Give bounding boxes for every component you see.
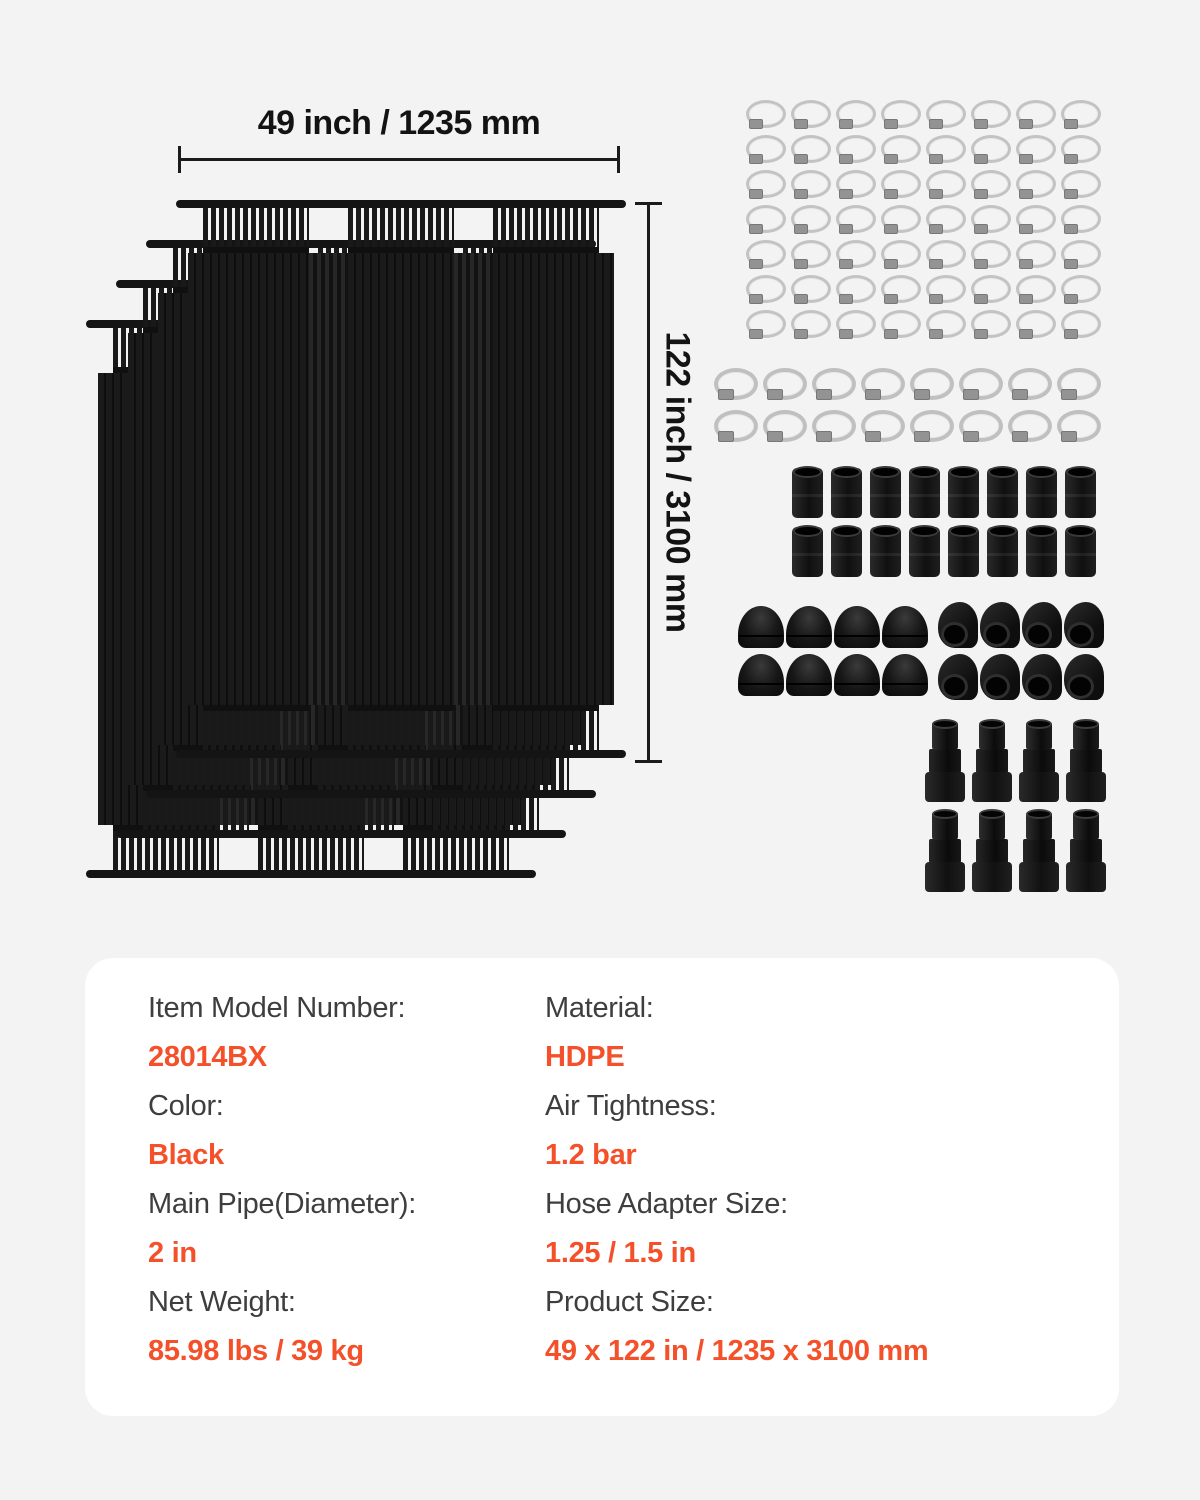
hose-clamp-small-icon bbox=[746, 240, 786, 268]
elbow-fitting-icon bbox=[1064, 602, 1104, 648]
hose-clamp-small-icon bbox=[1016, 240, 1056, 268]
panel-bottom-manifold bbox=[146, 790, 596, 798]
hose-clamp-small-icon bbox=[926, 135, 966, 163]
rubber-couplings-grid bbox=[792, 468, 1096, 577]
hose-clamp-small-icon bbox=[926, 205, 966, 233]
hose-clamp-small-icon bbox=[971, 100, 1011, 128]
width-dimension-label: 49 inch / 1235 mm bbox=[257, 104, 541, 142]
spec-card bbox=[85, 958, 1119, 1416]
hose-clamp-small-icon bbox=[791, 275, 831, 303]
elbow-fitting-icon bbox=[980, 602, 1020, 648]
panel-top-manifold bbox=[176, 200, 626, 208]
solar-panel bbox=[176, 200, 626, 758]
height-dimension-line bbox=[647, 202, 650, 763]
rubber-coupling-icon bbox=[1065, 527, 1096, 577]
hose-clamp-small-icon bbox=[791, 240, 831, 268]
hose-clamp-large-icon bbox=[763, 368, 807, 400]
hose-clamp-small-icon bbox=[926, 310, 966, 338]
spec-value: 49 x 122 in / 1235 x 3100 mm bbox=[545, 1335, 929, 1367]
hose-clamp-small-icon bbox=[1061, 170, 1101, 198]
elbow-fitting-icon bbox=[1022, 602, 1062, 648]
hose-clamp-large-icon bbox=[959, 410, 1003, 442]
hose-clamp-small-icon bbox=[926, 100, 966, 128]
hose-clamp-small-icon bbox=[836, 135, 876, 163]
hose-clamp-small-icon bbox=[791, 135, 831, 163]
hose-clamp-large-icon bbox=[763, 410, 807, 442]
hose-clamp-small-icon bbox=[1061, 310, 1101, 338]
hose-clamp-small-icon bbox=[881, 100, 921, 128]
hose-clamp-small-icon bbox=[926, 170, 966, 198]
hose-adapter-icon bbox=[1019, 812, 1059, 894]
spec-value: 85.98 lbs / 39 kg bbox=[148, 1335, 364, 1367]
panel-bottom-manifold bbox=[176, 750, 626, 758]
spec-item-model-number bbox=[148, 990, 545, 1088]
end-cap-icon bbox=[834, 606, 880, 648]
spec-label: Net Weight: bbox=[148, 1286, 296, 1318]
large-hose-clamps-grid bbox=[714, 368, 1101, 442]
hose-adapter-icon bbox=[1066, 812, 1106, 894]
rubber-coupling-icon bbox=[870, 527, 901, 577]
hose-clamp-small-icon bbox=[836, 170, 876, 198]
rubber-coupling-icon bbox=[909, 468, 940, 518]
hose-clamp-small-icon bbox=[836, 100, 876, 128]
panel-bottom-manifold bbox=[116, 830, 566, 838]
spec-value: 28014BX bbox=[148, 1041, 267, 1073]
spec-grid bbox=[148, 990, 1089, 1382]
hose-clamp-small-icon bbox=[836, 240, 876, 268]
elbow-fitting-icon bbox=[1064, 654, 1104, 700]
hose-clamp-large-icon bbox=[812, 368, 856, 400]
hose-adapter-icon bbox=[1066, 722, 1106, 804]
hose-clamp-small-icon bbox=[881, 135, 921, 163]
end-cap-icon bbox=[738, 606, 784, 648]
spec-label: Item Model Number: bbox=[148, 992, 406, 1024]
spec-item-net-weight bbox=[148, 1284, 545, 1382]
hose-clamp-small-icon bbox=[881, 240, 921, 268]
elbow-fitting-icon bbox=[980, 654, 1020, 700]
hose-adapter-icon bbox=[972, 722, 1012, 804]
panel-top-tubes bbox=[203, 208, 599, 253]
rubber-coupling-icon bbox=[1065, 468, 1096, 518]
rubber-coupling-icon bbox=[831, 527, 862, 577]
spec-label: Main Pipe(Diameter): bbox=[148, 1188, 416, 1220]
hose-clamp-small-icon bbox=[746, 310, 786, 338]
height-dimension-label: 122 inch / 3100 mm bbox=[658, 331, 697, 633]
hose-clamp-small-icon bbox=[836, 275, 876, 303]
hose-clamp-large-icon bbox=[714, 410, 758, 442]
hose-clamp-large-icon bbox=[1057, 368, 1101, 400]
spec-label: Product Size: bbox=[545, 1286, 714, 1318]
hose-clamp-small-icon bbox=[1016, 135, 1056, 163]
hose-clamp-small-icon bbox=[971, 170, 1011, 198]
hose-clamp-small-icon bbox=[1061, 240, 1101, 268]
end-cap-icon bbox=[786, 654, 832, 696]
rubber-coupling-icon bbox=[831, 468, 862, 518]
hose-clamp-small-icon bbox=[1016, 100, 1056, 128]
hose-adapter-icon bbox=[925, 812, 965, 894]
hose-clamp-small-icon bbox=[971, 240, 1011, 268]
hose-clamp-large-icon bbox=[861, 368, 905, 400]
spec-item-main-pipe-diameter bbox=[148, 1186, 545, 1284]
hose-clamp-small-icon bbox=[881, 205, 921, 233]
end-cap-icon bbox=[882, 654, 928, 696]
hose-clamp-small-icon bbox=[791, 100, 831, 128]
hose-clamp-large-icon bbox=[1008, 410, 1052, 442]
elbow-fitting-icon bbox=[1022, 654, 1062, 700]
hose-clamp-small-icon bbox=[971, 135, 1011, 163]
hose-clamp-small-icon bbox=[1061, 135, 1101, 163]
spec-label: Air Tightness: bbox=[545, 1090, 717, 1122]
panel-bottom-tubes bbox=[203, 705, 599, 750]
hose-clamp-small-icon bbox=[791, 205, 831, 233]
hose-clamp-large-icon bbox=[861, 410, 905, 442]
hose-clamp-large-icon bbox=[910, 368, 954, 400]
spec-item-material bbox=[545, 990, 1089, 1088]
spec-value: 1.25 / 1.5 in bbox=[545, 1237, 696, 1269]
hose-clamp-small-icon bbox=[791, 170, 831, 198]
spec-item-hose-adapter-size bbox=[545, 1186, 1089, 1284]
hose-clamp-small-icon bbox=[746, 135, 786, 163]
hose-clamp-small-icon bbox=[971, 310, 1011, 338]
hose-clamp-small-icon bbox=[1016, 275, 1056, 303]
rubber-coupling-icon bbox=[792, 468, 823, 518]
end-cap-icon bbox=[834, 654, 880, 696]
spec-value: 1.2 bar bbox=[545, 1139, 637, 1171]
hose-clamp-small-icon bbox=[926, 275, 966, 303]
hose-clamp-small-icon bbox=[746, 170, 786, 198]
hose-clamp-small-icon bbox=[1016, 310, 1056, 338]
hose-clamp-large-icon bbox=[1008, 368, 1052, 400]
spec-label: Color: bbox=[148, 1090, 224, 1122]
spec-value: Black bbox=[148, 1139, 224, 1171]
spec-value: HDPE bbox=[545, 1041, 625, 1073]
spec-label: Material: bbox=[545, 992, 654, 1024]
hose-clamp-small-icon bbox=[1061, 100, 1101, 128]
hose-adapters-grid bbox=[925, 722, 1106, 894]
panel-tube-field bbox=[188, 253, 614, 705]
hose-clamp-large-icon bbox=[812, 410, 856, 442]
end-cap-icon bbox=[738, 654, 784, 696]
hose-clamp-small-icon bbox=[746, 275, 786, 303]
rubber-coupling-icon bbox=[987, 468, 1018, 518]
hose-adapter-icon bbox=[972, 812, 1012, 894]
hose-clamp-small-icon bbox=[926, 240, 966, 268]
hose-clamp-small-icon bbox=[791, 310, 831, 338]
elbow-fitting-icon bbox=[938, 602, 978, 648]
width-dimension-line bbox=[178, 158, 620, 161]
hose-clamp-small-icon bbox=[971, 275, 1011, 303]
hose-clamp-small-icon bbox=[881, 310, 921, 338]
elbow-fittings-grid bbox=[938, 602, 1104, 700]
hose-clamp-small-icon bbox=[746, 205, 786, 233]
hose-clamp-large-icon bbox=[1057, 410, 1101, 442]
hose-clamp-small-icon bbox=[971, 205, 1011, 233]
hose-clamp-small-icon bbox=[836, 310, 876, 338]
rubber-coupling-icon bbox=[948, 527, 979, 577]
rubber-coupling-icon bbox=[792, 527, 823, 577]
hose-adapter-icon bbox=[1019, 722, 1059, 804]
rubber-coupling-icon bbox=[987, 527, 1018, 577]
hose-clamp-small-icon bbox=[1016, 170, 1056, 198]
hose-clamp-large-icon bbox=[910, 410, 954, 442]
spec-value: 2 in bbox=[148, 1237, 197, 1269]
hose-clamp-small-icon bbox=[1061, 205, 1101, 233]
rubber-coupling-icon bbox=[909, 527, 940, 577]
rubber-coupling-icon bbox=[1026, 527, 1057, 577]
hose-clamp-small-icon bbox=[1061, 275, 1101, 303]
rubber-coupling-icon bbox=[1026, 468, 1057, 518]
rubber-coupling-icon bbox=[948, 468, 979, 518]
spec-item-product-size bbox=[545, 1284, 1089, 1382]
hose-clamp-small-icon bbox=[746, 100, 786, 128]
rubber-coupling-icon bbox=[870, 468, 901, 518]
spec-item-air-tightness bbox=[545, 1088, 1089, 1186]
small-hose-clamps-grid bbox=[746, 100, 1101, 338]
hose-adapter-icon bbox=[925, 722, 965, 804]
spec-label: Hose Adapter Size: bbox=[545, 1188, 788, 1220]
elbow-fitting-icon bbox=[938, 654, 978, 700]
hose-clamp-small-icon bbox=[836, 205, 876, 233]
spec-item-color bbox=[148, 1088, 545, 1186]
hose-clamp-large-icon bbox=[714, 368, 758, 400]
panel-bottom-manifold bbox=[86, 870, 536, 878]
end-cap-icon bbox=[786, 606, 832, 648]
hose-clamp-large-icon bbox=[959, 368, 1003, 400]
hose-clamp-small-icon bbox=[881, 170, 921, 198]
hose-clamp-small-icon bbox=[1016, 205, 1056, 233]
hose-clamp-small-icon bbox=[881, 275, 921, 303]
end-caps-grid bbox=[738, 606, 928, 696]
end-cap-icon bbox=[882, 606, 928, 648]
